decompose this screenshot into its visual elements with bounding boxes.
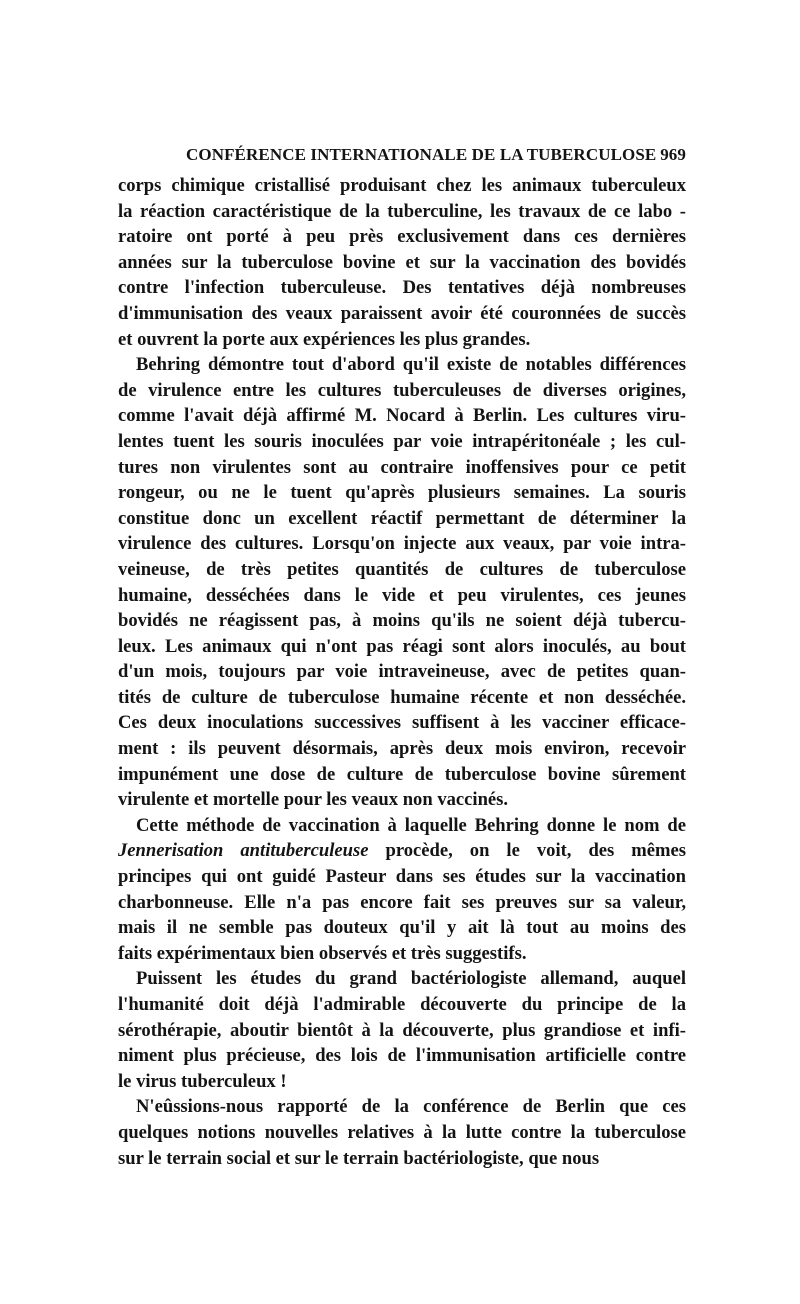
running-header xyxy=(118,145,686,169)
text-line: veineuse, de très petites quantités de cultures de tuberculose xyxy=(118,558,686,580)
text-line: lentes tuent les souris inoculées par voie intrapéritonéale ; les cul- xyxy=(118,430,686,452)
text-line: Puissent les études du grand bactériologiste allemand, auquel xyxy=(136,968,686,990)
text-line: impunément une dose de culture de tuberculose bovine sûrement xyxy=(118,763,686,785)
text-line: le virus tuberculeux ! xyxy=(118,1070,287,1092)
text-line: années sur la tuberculose bovine et sur la vaccination des bovidés xyxy=(118,251,686,273)
text-line: niment plus précieuse, des lois de l'immunisation artificielle contre xyxy=(118,1045,686,1067)
text-line: Behring démontre tout d'abord qu'il existe de notables différences xyxy=(136,354,686,376)
text-line: leux. Les animaux qui n'ont pas réagi sont alors inoculés, au bout xyxy=(118,635,686,657)
text-line: quelques notions nouvelles relatives à la lutte contre la tuberculose xyxy=(118,1121,686,1143)
text-line: d'un mois, toujours par voie intraveineuse, avec de petites quan- xyxy=(118,661,686,683)
body-text xyxy=(118,173,686,1171)
text-line: principes qui ont guidé Pasteur dans ses études sur la vaccination xyxy=(118,866,686,888)
text-line: contre l'infection tuberculeuse. Des tentatives déjà nombreuses xyxy=(118,277,686,299)
text-line: ratoire ont porté à peu près exclusivement dans ces dernières xyxy=(118,226,686,248)
text-line: Jennerisation antituberculeuse procède, on le voit, des mêmes xyxy=(118,840,686,862)
page-number: 969 xyxy=(660,145,686,164)
text-line: et ouvrent la porte aux expériences les plus grandes. xyxy=(118,328,531,350)
text-line: Ces deux inoculations successives suffisent à les vacciner efficace- xyxy=(118,712,686,734)
text-line: d'immunisation des veaux paraissent avoir été couronnées de succès xyxy=(118,302,686,324)
text-line: rongeur, ou ne le tuent qu'après plusieurs semaines. La souris xyxy=(118,482,686,504)
text-line: humaine, desséchées dans le vide et peu virulentes, ces jeunes xyxy=(118,584,686,606)
text-line: ment : ils peuvent désormais, après deux mois environ, recevoir xyxy=(118,738,686,760)
text-line: tures non virulentes sont au contraire inoffensives pour ce petit xyxy=(118,456,686,478)
text-line: l'humanité doit déjà l'admirable découverte du principe de la xyxy=(118,994,686,1015)
text-line: de virulence entre les cultures tuberculeuses de diverses origines, xyxy=(118,379,686,401)
text-line: faits expérimentaux bien observés et très suggestifs. xyxy=(118,942,527,964)
text-line: N'eûssions-nous rapporté de la conférence de Berlin que ces xyxy=(136,1096,686,1118)
text-line: constitue donc un excellent réactif permettant de déterminer la xyxy=(118,507,686,529)
text-line: sur le terrain social et sur le terrain bactériologiste, que nous xyxy=(118,1147,600,1169)
text-line: virulence des cultures. Lorsqu'on injecte aux veaux, par voie intra- xyxy=(118,533,686,555)
text-line: sérothérapie, aboutir bientôt à la découverte, plus grandiose et infi- xyxy=(118,1019,686,1041)
text-line: bovidés ne réagissent pas, à moins qu'ils ne soient déjà tubercu- xyxy=(118,610,686,632)
text-line: comme l'avait déjà affirmé M. Nocard à Berlin. Les cultures viru- xyxy=(118,405,686,427)
text-line: corps chimique cristallisé produisant chez les animaux tuberculeux xyxy=(118,175,686,196)
text-line: Cette méthode de vaccination à laquelle Behring donne le nom de xyxy=(136,814,686,836)
text-line: mais il ne semble pas douteux qu'il y ait là tout au moins des xyxy=(118,917,686,939)
text-line: tités de culture de tuberculose humaine récente et non desséchée. xyxy=(118,686,686,708)
running-title: CONFÉRENCE INTERNATIONALE DE LA TUBERCULOSE xyxy=(186,145,657,164)
text-line: virulente et mortelle pour les veaux non vaccinés. xyxy=(118,789,509,811)
text-line: charbonneuse. Elle n'a pas encore fait ses preuves sur sa valeur, xyxy=(118,891,686,913)
italic-term: Jennerisation antituberculeuse xyxy=(118,840,369,862)
text-line: la réaction caractéristique de la tuberculine, les travaux de ce labo - xyxy=(118,200,686,222)
